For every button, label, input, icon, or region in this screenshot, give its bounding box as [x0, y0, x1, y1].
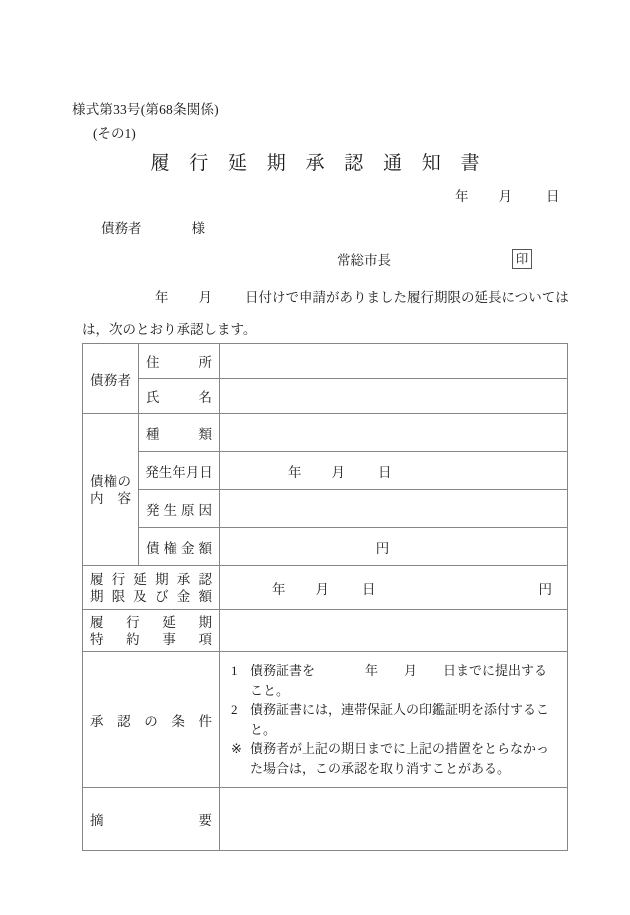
debtor-label: 債 務 者 [90, 372, 131, 388]
condition-text: 債務者が上記の期日までに上記の措置をとらなかった場合は，この承認を取り消すことがある。 [250, 741, 550, 776]
approval-term-year: 年 [272, 581, 286, 597]
field-claim-date[interactable] [220, 452, 568, 490]
form-sub-number: (その1) [93, 126, 136, 141]
condition-marker: ※ [231, 741, 242, 756]
addressee-label: 債務者 [101, 221, 142, 236]
table-row [83, 379, 568, 414]
body-paragraph-line-2: は，次のとおり承認します。 [82, 322, 257, 337]
table-row [83, 452, 568, 490]
approval-term-month: 月 [315, 581, 329, 597]
condition-marker: 1 [231, 663, 238, 678]
row-header-debtor-name: 氏 名 [139, 379, 220, 414]
field-approval-term[interactable] [220, 566, 568, 610]
table-row [83, 414, 568, 452]
remarks-label: 摘 要 [90, 813, 212, 828]
table-row [83, 566, 568, 610]
table-row [83, 344, 568, 379]
table-row [83, 528, 568, 566]
claim-content-label: 債 権 の 内 容 [90, 473, 131, 506]
condition-year: 年 [365, 663, 379, 678]
row-header-approval-term [83, 566, 220, 610]
row-header-claim-content [83, 414, 139, 566]
row-header-approval-conditions [83, 652, 220, 788]
body-text-rest: 日付けで申請がありました履行期限の延長については [245, 290, 569, 305]
field-claim-amount[interactable] [220, 528, 568, 566]
row-header-claim-type: 種 類 [139, 414, 220, 452]
row-header-debtor [83, 344, 139, 414]
row-header-special-terms [83, 610, 220, 652]
approval-term-label: 履 行 延 期 承 認 期 限 及 び 金 額 [90, 571, 212, 604]
row-header-claim-date [139, 452, 220, 490]
condition-item [231, 739, 557, 778]
field-approval-conditions[interactable] [220, 652, 568, 788]
field-claim-cause[interactable] [220, 490, 568, 528]
table-row [83, 788, 568, 851]
issue-date-line [455, 185, 560, 205]
claim-amount-yen-unit: 円 [375, 540, 390, 556]
document-title: 履 行 延 期 承 認 通 知 書 [150, 153, 487, 174]
field-claim-type[interactable] [220, 414, 568, 452]
table-row [83, 490, 568, 528]
claim-date-label: 発生年月日 [145, 464, 213, 480]
application-date-year: 年 [155, 290, 169, 305]
approval-term-day: 日 [362, 581, 376, 597]
table-row [83, 652, 568, 788]
condition-text: 債務証書には，連帯保証人の印鑑証明を添付すること。 [250, 702, 550, 737]
issue-date-month: 月 [498, 189, 512, 204]
approval-conditions-label: 承 認 の 条 件 [90, 713, 212, 729]
approval-form-table [82, 343, 568, 851]
body-paragraph-line-1 [155, 286, 569, 306]
row-header-debtor-address: 住 所 [139, 344, 220, 379]
claim-date-day: 日 [378, 464, 392, 480]
field-debtor-address[interactable] [220, 344, 568, 379]
row-header-remarks [83, 788, 220, 851]
application-date-month: 月 [198, 290, 212, 305]
row-header-claim-cause: 発 生 原 因 [139, 490, 220, 528]
table-row [83, 610, 568, 652]
claim-date-year: 年 [288, 464, 302, 480]
addressee-line [101, 217, 205, 237]
issuer-name: 常総市長 [337, 253, 391, 268]
field-debtor-name[interactable] [220, 379, 568, 414]
condition-item [231, 661, 557, 700]
field-remarks[interactable] [220, 788, 568, 851]
condition-marker: 2 [231, 702, 238, 717]
seal-stamp-box: 印 [512, 249, 532, 269]
condition-month: 月 [404, 663, 418, 678]
approval-term-yen-unit: 円 [538, 581, 552, 597]
issue-date-year: 年 [455, 189, 469, 204]
addressee-honorific: 様 [191, 221, 205, 236]
field-special-terms[interactable] [220, 610, 568, 652]
condition-text-after: 日までに提出すること。 [250, 663, 548, 698]
claim-date-month: 月 [331, 464, 345, 480]
condition-text-before: 債務証書を [250, 663, 316, 678]
row-header-claim-amount: 債 権 金 額 [139, 528, 220, 566]
form-number: 様式第33号(第68条関係) [72, 102, 219, 117]
condition-item [231, 700, 557, 739]
special-terms-label: 履 行 延 期 特 約 事 項 [90, 614, 212, 647]
issue-date-day: 日 [546, 189, 560, 204]
